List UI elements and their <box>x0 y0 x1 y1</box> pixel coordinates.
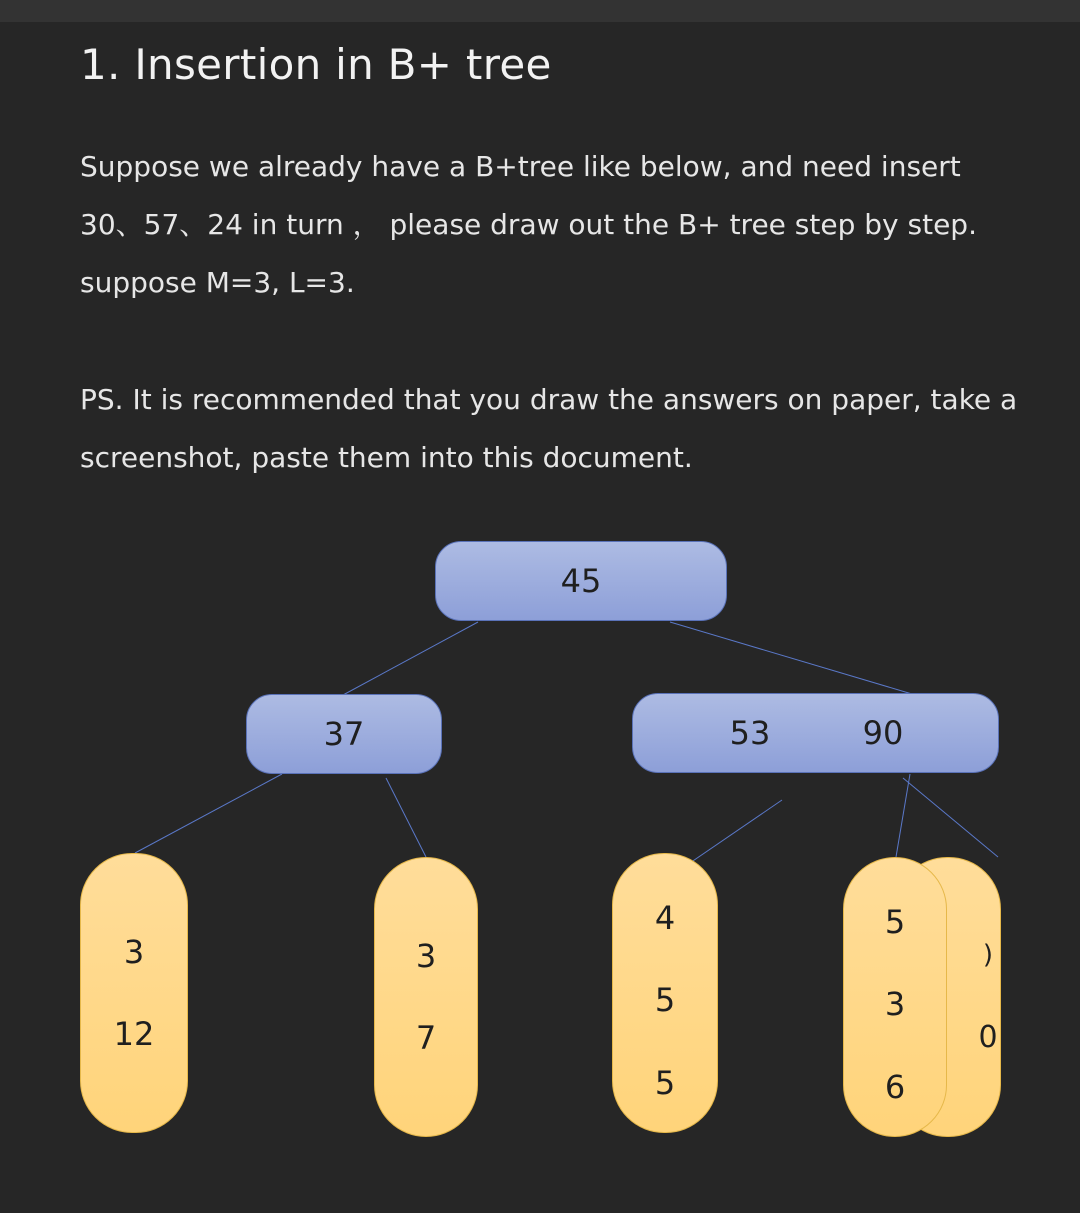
edge-root-to-right-internal <box>670 622 912 694</box>
edge-root-to-left-internal <box>343 622 478 695</box>
leaf-3-key-3: 5 <box>654 1064 676 1102</box>
leaf-5-key-1: 5 <box>884 903 906 941</box>
leaf-1-key-2: 12 <box>113 1015 155 1053</box>
root-key: 45 <box>560 562 602 600</box>
right-internal-key-2: 90 <box>862 714 904 752</box>
right-internal-key-1: 53 <box>729 714 771 752</box>
question-line-2: 30、57、24 in turn ， please draw out the B+ tree step by step. <box>80 208 977 241</box>
edge-to-leaf-4 <box>903 778 998 857</box>
leaf-node-2 <box>374 857 478 1137</box>
leaf-3-key-2: 5 <box>654 981 676 1019</box>
leaf-node-1 <box>80 853 188 1133</box>
leaf-4-key-2: 0 <box>978 1020 998 1055</box>
left-internal-key: 37 <box>323 715 365 753</box>
note-line-1: PS. It is recommended that you draw the answers on paper, take a <box>80 383 1018 416</box>
heading-text: Insertion in B+ tree <box>134 40 552 89</box>
leaf-2-key-2: 7 <box>415 1019 437 1057</box>
edge-to-leaf-2 <box>386 778 426 857</box>
left-internal-node <box>246 694 442 774</box>
leaf-1-key-1: 3 <box>123 933 145 971</box>
leaf-node-5 <box>843 857 947 1137</box>
question-line-1: Suppose we already have a B+tree like below, and need insert <box>80 150 961 183</box>
leaf-node-3 <box>612 853 718 1133</box>
leaf-3-key-1: 4 <box>654 899 676 937</box>
leaf-5-key-3: 6 <box>884 1068 906 1106</box>
note-line-2: screenshot, paste them into this document. <box>80 441 693 474</box>
leaf-4-key-1: ) <box>982 940 994 970</box>
question-line-3: suppose M=3, L=3. <box>80 266 355 299</box>
leaf-5-key-2: 3 <box>884 985 906 1023</box>
right-internal-node <box>632 693 999 773</box>
leaf-2-key-1: 3 <box>415 937 437 975</box>
heading-number: 1. <box>80 40 121 89</box>
edge-to-leaf-5 <box>896 774 910 857</box>
edge-to-leaf-1 <box>135 774 282 853</box>
root-node <box>435 541 727 621</box>
